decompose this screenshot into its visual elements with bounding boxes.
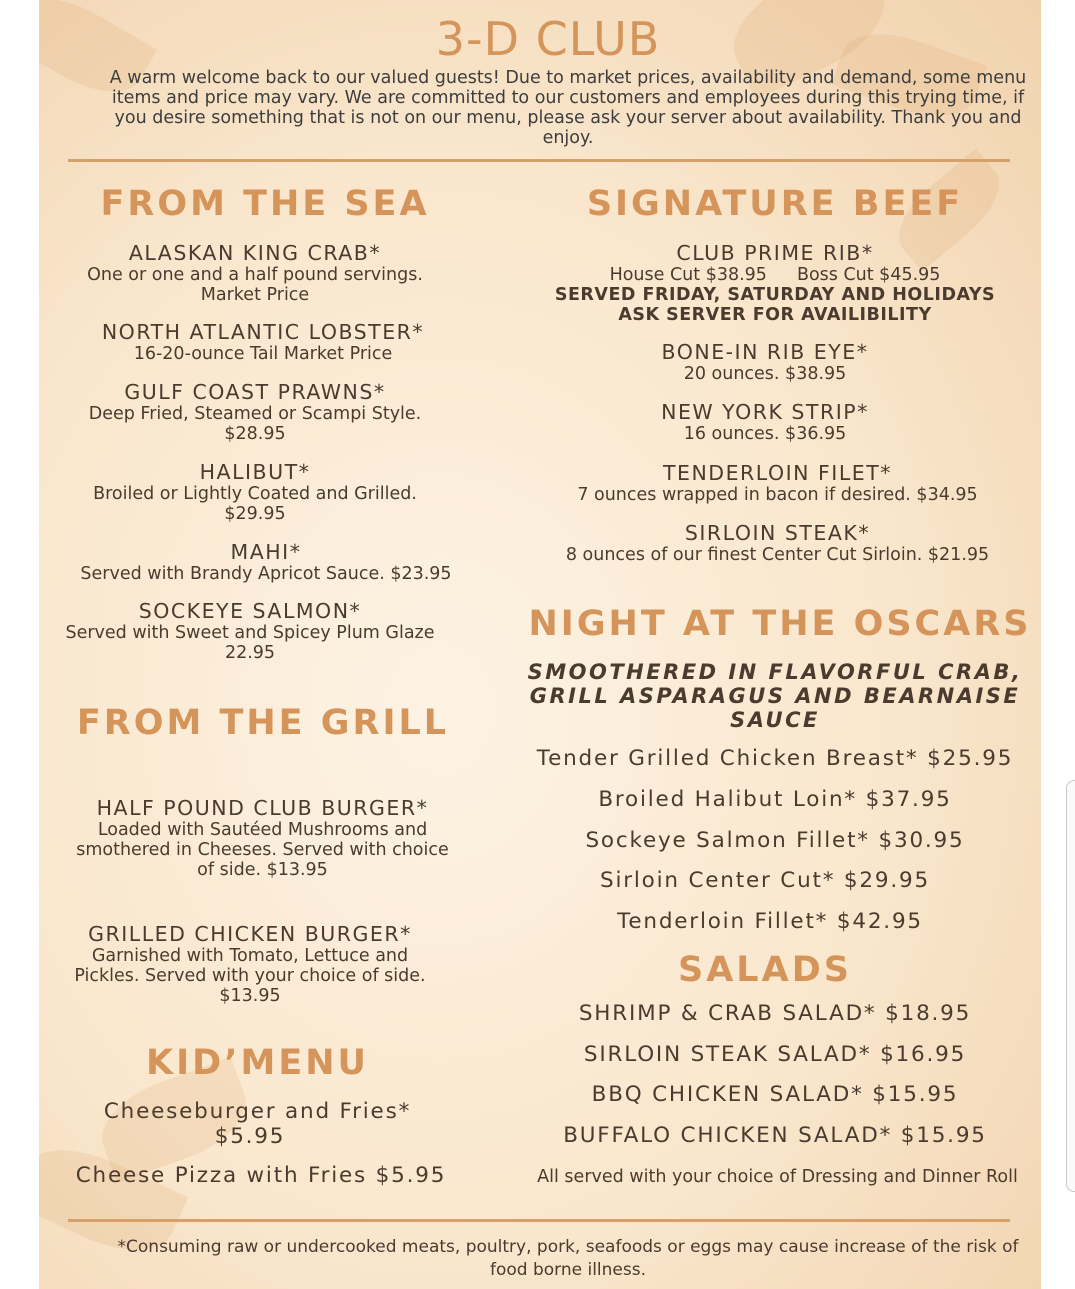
item-name: HALIBUT*: [199, 460, 311, 484]
section-heading-beef: SIGNATURE BEEF: [586, 184, 964, 224]
disclaimer-line: *Consuming raw or undercooked meats, poultry, pork, seafoods or eggs may cause increase of the risk of: [117, 1237, 1019, 1257]
kids-item: Cheese Pizza with Fries $5.95: [75, 1163, 447, 1188]
item-name: SIRLOIN STEAK*: [684, 521, 871, 545]
house-cut-price: House Cut $38.95: [609, 265, 767, 285]
oscars-item: Tender Grilled Chicken Breast* $25.95: [536, 746, 1014, 771]
item-name: BONE-IN RIB EYE*: [661, 340, 869, 364]
item-desc: smothered in Cheeses. Served with choice: [76, 840, 449, 860]
item-desc: Market Price: [200, 285, 310, 305]
restaurant-title: 3-D CLUB: [435, 12, 661, 66]
section-heading-oscars: NIGHT AT THE OSCARS: [528, 604, 1032, 644]
menu-item: [50, 380, 460, 444]
divider: [68, 1219, 1010, 1222]
intro-line: items and price may vary. We are committed to our customers and employees during this trying time, if: [111, 88, 1025, 108]
item-desc: Served with Brandy Apricot Sauce. $23.95: [80, 564, 452, 584]
salad-note: All served with your choice of Dressing and Dinner Roll: [537, 1167, 1018, 1187]
disclaimer: [80, 1236, 1056, 1282]
scroll-handle[interactable]: [1066, 780, 1075, 1192]
section-heading-grill: FROM THE GRILL: [76, 703, 450, 743]
item-name: NEW YORK STRIP*: [661, 400, 869, 424]
intro-line: you desire something that is not on our menu, please ask your server about availability. Thank you and: [114, 108, 1022, 128]
item-desc: $28.95: [224, 424, 286, 444]
availability-note: ASK SERVER FOR AVAILIBILITY: [618, 305, 932, 325]
subtitle-line: GRILL ASPARAGUS AND BEARNAISE: [529, 684, 1021, 708]
item-desc: $29.95: [224, 504, 286, 524]
item-name: GRILLED CHICKEN BURGER*: [88, 922, 412, 946]
item-desc: Served with Sweet and Spicey Plum Glaze: [65, 623, 435, 643]
oscars-item: Sockeye Salmon Fillet* $30.95: [585, 828, 965, 853]
section-heading-kids: KID’MENU: [146, 1043, 369, 1083]
salad-item: SHRIMP & CRAB SALAD* $18.95: [578, 1001, 972, 1026]
menu-item: [50, 796, 475, 880]
kids-item: Cheeseburger and Fries*: [103, 1099, 412, 1124]
item-name: CLUB PRIME RIB*: [676, 241, 874, 265]
item-desc: 20 ounces. $38.95: [683, 364, 847, 384]
item-desc: $13.95: [219, 986, 281, 1006]
item-name: TENDERLOIN FILET*: [663, 461, 892, 485]
oscars-item: Broiled Halibut Loin* $37.95: [598, 787, 952, 812]
item-desc: Garnished with Tomato, Lettuce and: [91, 946, 409, 966]
menu-item: [50, 540, 482, 584]
salad-item: BUFFALO CHICKEN SALAD* $15.95: [563, 1123, 987, 1148]
menu-item: [540, 521, 1015, 565]
intro-text: [80, 68, 1056, 148]
item-name: NORTH ATLANTIC LOBSTER*: [101, 320, 425, 344]
item-desc: 16-20-ounce Tail Market Price: [133, 344, 393, 364]
menu-item: [540, 461, 1015, 505]
menu-item: [560, 400, 970, 444]
section-heading-sea: FROM THE SEA: [100, 184, 430, 224]
item-desc: One or one and a half pound servings.: [87, 265, 423, 285]
item-desc: 7 ounces wrapped in bacon if desired. $34.95: [577, 485, 978, 505]
boss-cut-price: Boss Cut $45.95: [796, 265, 941, 285]
item-desc: 8 ounces of our finest Center Cut Sirloin. $21.95: [565, 545, 990, 565]
item-desc: 22.95: [224, 643, 276, 663]
oscars-item: Tenderloin Fillet* $42.95: [617, 909, 923, 934]
disclaimer-line: food borne illness.: [489, 1260, 647, 1280]
item-desc: Broiled or Lightly Coated and Grilled.: [93, 484, 417, 504]
intro-line: A warm welcome back to our valued guests! Due to market prices, availability and demand, some menu: [109, 68, 1027, 88]
item-desc: of side. $13.95: [197, 860, 328, 880]
oscars-subtitle: [510, 660, 1040, 732]
intro-line: enjoy.: [542, 128, 594, 148]
menu-item: [50, 922, 450, 1006]
item-desc: [540, 265, 1010, 285]
menu-item: [560, 340, 970, 384]
item-desc: Deep Fried, Steamed or Scampi Style.: [88, 404, 422, 424]
item-desc: Loaded with Sautéed Mushrooms and: [97, 820, 428, 840]
salad-item: SIRLOIN STEAK SALAD* $16.95: [583, 1042, 967, 1067]
item-name: HALF POUND CLUB BURGER*: [96, 796, 429, 820]
menu-item: [50, 460, 460, 524]
item-name: MAHI*: [230, 540, 302, 564]
item-desc: 16 ounces. $36.95: [683, 424, 847, 444]
item-name: SOCKEYE SALMON*: [138, 599, 362, 623]
kids-item-price: $5.95: [214, 1124, 286, 1149]
oscars-item: Sirloin Center Cut* $29.95: [600, 868, 930, 893]
subtitle-line: SMOOTHERED IN FLAVORFUL CRAB,: [527, 660, 1023, 684]
menu-item: [50, 241, 460, 305]
divider: [68, 159, 1010, 162]
salad-item: BBQ CHICKEN SALAD* $15.95: [591, 1082, 959, 1107]
item-name: GULF COAST PRAWNS*: [124, 380, 386, 404]
menu-item: [50, 599, 450, 663]
subtitle-line: SAUCE: [730, 708, 820, 732]
availability-note: SERVED FRIDAY, SATURDAY AND HOLIDAYS: [554, 285, 996, 305]
section-heading-salads: SALADS: [678, 950, 852, 990]
item-name: ALASKAN KING CRAB*: [128, 241, 382, 265]
menu-item: [58, 320, 468, 364]
item-desc: Pickles. Served with your choice of side.: [74, 966, 426, 986]
menu-item: [540, 241, 1010, 325]
